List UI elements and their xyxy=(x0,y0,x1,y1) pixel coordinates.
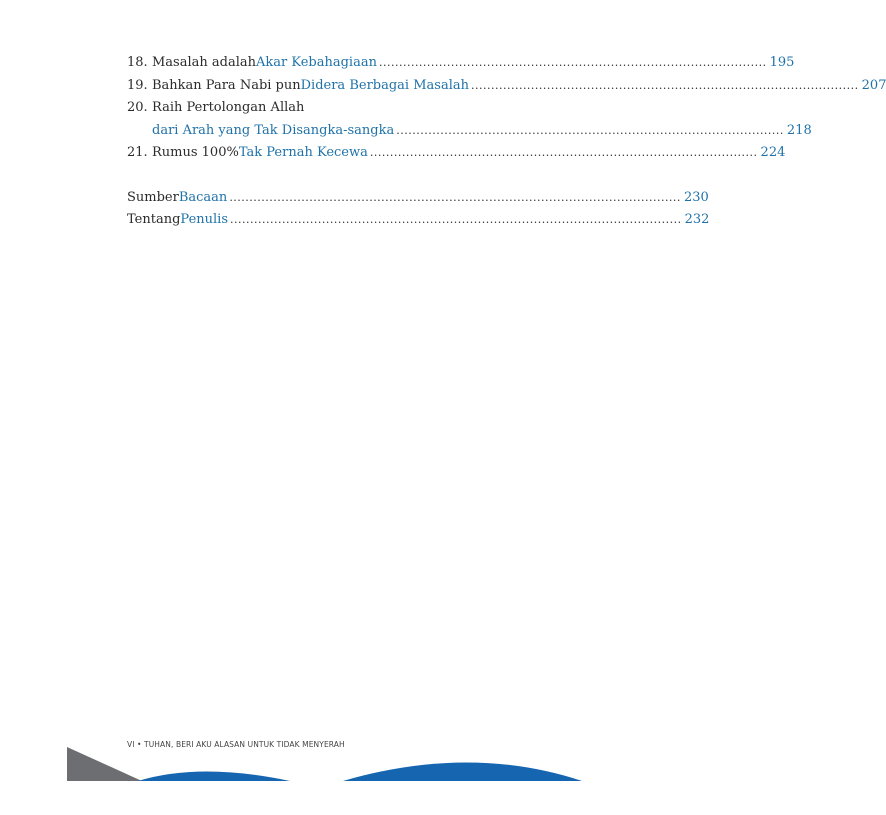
toc-entry-title-highlight: Bacaan xyxy=(178,189,228,205)
toc-leader-dots: ................................................................................................. xyxy=(396,123,784,137)
toc-leader-dots: ................................................................................................................. xyxy=(229,190,681,204)
toc-back-matter-entry[interactable] xyxy=(127,187,709,210)
toc-entry[interactable] xyxy=(127,75,886,98)
toc-page-number: 207 xyxy=(861,77,886,93)
toc-leader-dots: ................................................................................................. xyxy=(369,146,758,159)
toc-page-number: 218 xyxy=(786,122,812,138)
right-blue-wave xyxy=(343,763,582,782)
toc-leader-dots: ................................................................................................................. xyxy=(230,213,682,226)
toc-page-number: 230 xyxy=(683,189,709,205)
toc-back-matter-entry[interactable] xyxy=(127,209,710,232)
toc-entry-title: Masalah adalah xyxy=(152,55,256,70)
running-head: VI • TUHAN, BERI AKU ALASAN UNTUK TIDAK MENYERAH xyxy=(127,740,345,749)
toc-entry-title-highlight: Didera Berbagai Masalah xyxy=(300,77,469,93)
toc-entry-number: 21. xyxy=(127,145,148,160)
toc-entry-title: Tentang xyxy=(127,212,181,227)
footer-wave-decoration xyxy=(0,740,679,785)
toc-entry-continuation[interactable] xyxy=(127,120,812,143)
toc-page-number: 195 xyxy=(769,55,795,70)
toc-entry-title: Raih Pertolongan Allah xyxy=(152,100,305,115)
toc-entry-title: Bahkan Para Nabi pun xyxy=(152,77,301,93)
toc-entry-title-highlight: dari Arah yang Tak Disangka-sangka xyxy=(152,122,395,138)
toc-entry-number: 20. xyxy=(127,100,148,115)
toc-spacer xyxy=(127,165,525,187)
toc-entry-title: Sumber xyxy=(127,189,179,205)
gray-triangle-shape xyxy=(67,747,142,781)
toc-page-number: 232 xyxy=(684,212,710,227)
toc-entry-title-highlight: Penulis xyxy=(180,212,228,227)
toc-entry-title-highlight: Akar Kebahagiaan xyxy=(256,55,377,70)
table-of-contents xyxy=(127,52,886,232)
toc-entry-title: Rumus 100% xyxy=(152,145,239,160)
toc-entry[interactable] xyxy=(127,52,795,75)
toc-entry-number: 19. xyxy=(127,77,148,93)
toc-entry-title-highlight: Tak Pernah Kecewa xyxy=(238,145,368,160)
left-blue-wave xyxy=(138,772,290,782)
toc-entry-number: 18. xyxy=(127,55,148,70)
toc-entry[interactable] xyxy=(127,97,525,120)
toc-leader-dots: ................................................................................................. xyxy=(378,56,767,69)
toc-leader-dots: ................................................................................................. xyxy=(470,78,859,92)
toc-page-number: 224 xyxy=(760,145,786,160)
toc-entry[interactable] xyxy=(127,142,786,165)
